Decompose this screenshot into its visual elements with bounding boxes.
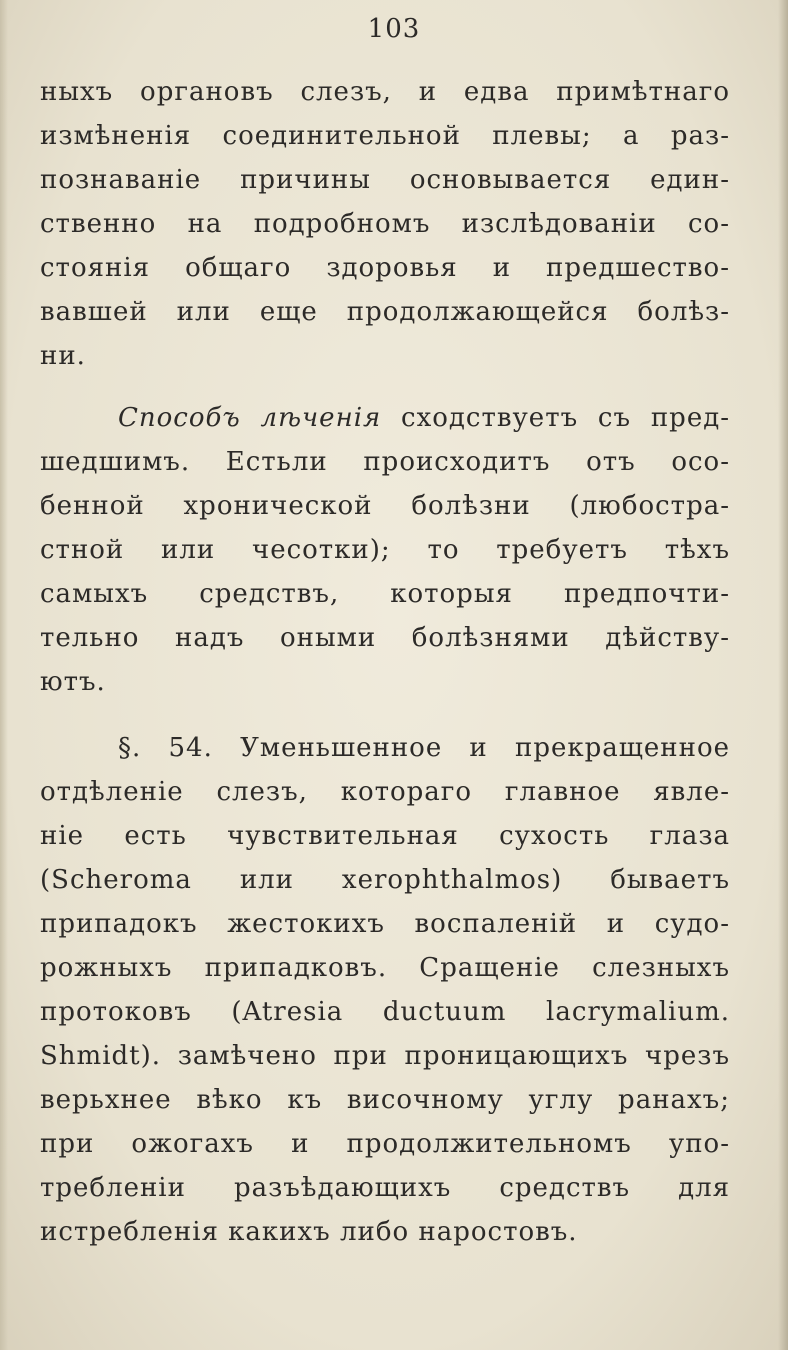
text-line: шедшимъ. Естьли происходитъ отъ осо- (40, 447, 730, 477)
text-line-with-italic (118, 398, 730, 438)
text-line: стоянія общаго здоровья и предшество- (40, 253, 730, 283)
text-line: протоковъ (Atresia ductuum lacrymalium. (40, 997, 730, 1027)
text-line-rest: сходствуетъ съ пред- (381, 403, 730, 433)
text-line: ютъ. (40, 667, 106, 697)
text-line: ни. (40, 341, 86, 371)
text-line: стной или чесотки); то требуетъ тѣхъ (40, 535, 730, 565)
text-line: ныхъ органовъ слезъ, и едва примѣтнаго (40, 77, 730, 107)
text-line: ственно на подробномъ изслѣдованіи со- (40, 209, 730, 239)
text-line: истребленія какихъ либо наростовъ. (40, 1217, 578, 1247)
text-line: требленіи разъѣдающихъ средствъ для (40, 1173, 730, 1203)
text-line: самыхъ средствъ, которыя предпочти- (40, 579, 730, 609)
italic-heading: Способъ лѣченія (118, 403, 382, 433)
text-line: припадокъ жестокихъ воспаленій и судо- (40, 909, 730, 939)
page-number: 103 (367, 14, 421, 44)
text-line: ніе есть чувствительная сухость глаза (40, 821, 730, 851)
page-edge-shadow-right (778, 0, 788, 1350)
text-line: отдѣленіе слезъ, котораго главное явле- (40, 777, 730, 807)
text-line: тельно надъ оными болѣзнями дѣйству- (40, 623, 730, 653)
page-edge-shadow-left (0, 0, 8, 1350)
text-line: Shmidt). замѣчено при проницающихъ чрезъ (40, 1041, 730, 1071)
text-line: при ожогахъ и продолжительномъ упо- (40, 1129, 730, 1159)
text-line: вавшей или еще продолжающейся болѣз- (40, 297, 730, 327)
text-line: познаваніе причины основывается един- (40, 165, 730, 195)
text-line: верьхнее вѣко къ височному углу ранахъ; (40, 1085, 730, 1115)
text-line: бенной хронической болѣзни (любостра- (40, 491, 730, 521)
text-line: (Scheroma или xerophthalmos) бываетъ (40, 865, 730, 895)
text-line: рожныхъ припадковъ. Сращеніе слезныхъ (40, 953, 730, 983)
text-line: измѣненія соединительной плевы; а раз- (40, 121, 730, 151)
section-heading-line: §. 54. Уменьшенное и прекращенное (118, 733, 730, 763)
